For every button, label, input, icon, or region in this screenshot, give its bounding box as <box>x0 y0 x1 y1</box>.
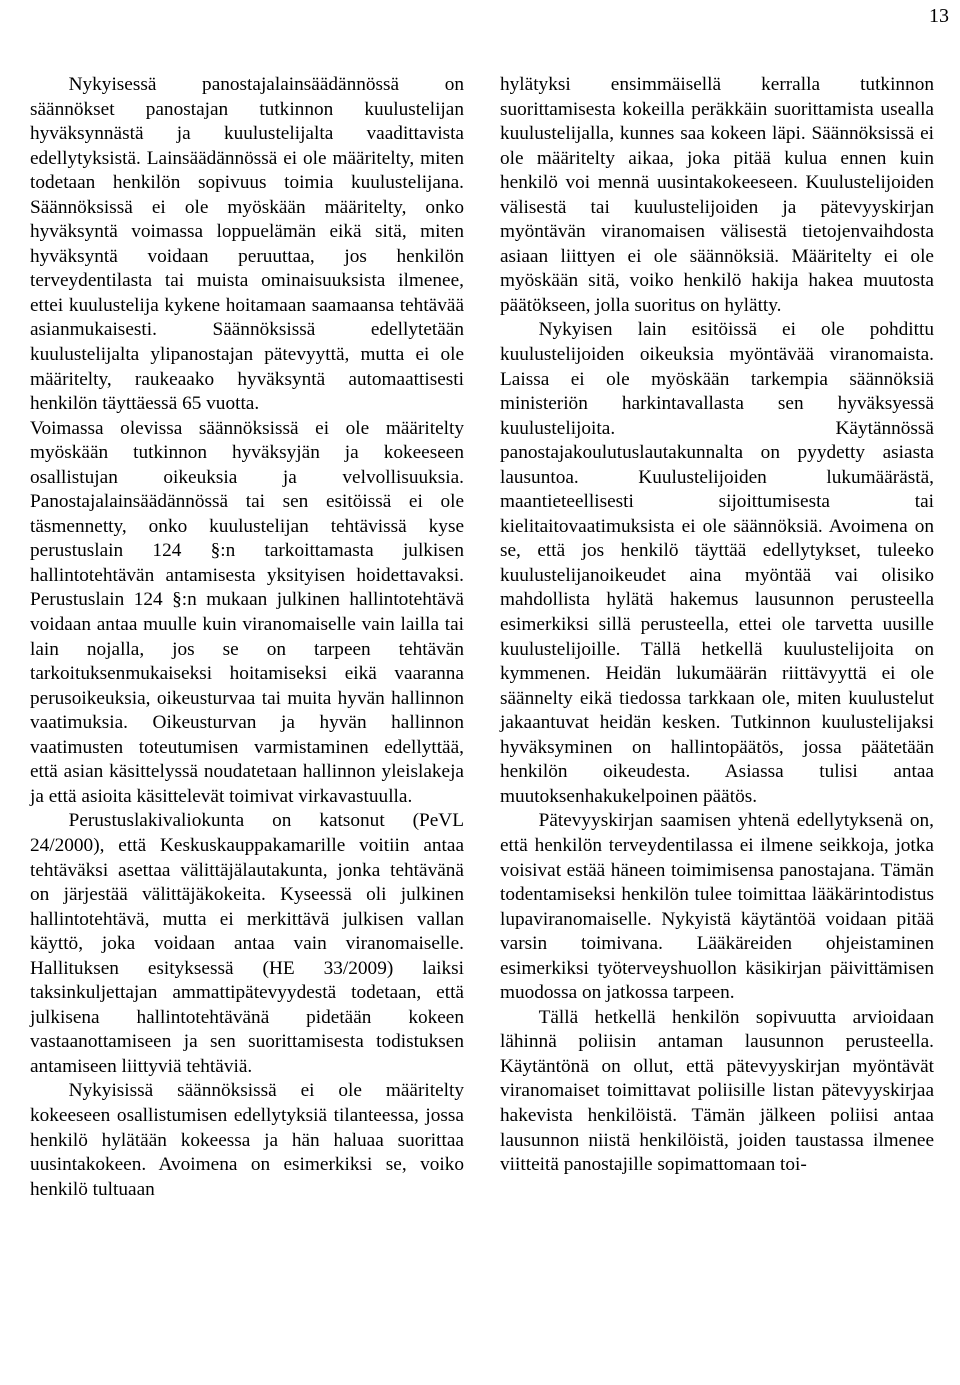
paragraph: Voimassa olevissa säännöksissä ei ole määritelty myöskään tutkinnon hyväksyjän ja kokeeseen osallistujan oikeuksia ja velvollisuuksia. Panostajalainsäädännössä tai sen esitöissä ei ole täsmennetty, onko kuulustelijan tehtävissä kyse perustuslain 124 §:n tarkoittamasta julkisen hallintotehtävän antamisesta yksityisen hoidettavaksi. Perustuslain 124 §:n mukaan julkinen hallintotehtävä voidaan antaa muulle kuin viranomaiselle vain lailla tai lain nojalla, jos se on tarpeen tehtävän tarkoituksenmukaiseksi hoitamiseksi eikä vaaranna perusoikeuksia, oikeusturvaa tai muita hyvän hallinnon vaatimuksia. Oikeusturvan ja hyvän hallinnon vaatimusten toteutumisen varmistaminen edellyttää, että asian käsittelyssä noudatetaan hallinnon yleislakeja ja että asioita käsittelevät toimivat virkavastuulla. <box>30 417 464 807</box>
left-text-column <box>30 73 464 1202</box>
paragraph: Pätevyyskirjan saamisen yhtenä edellytyksenä on, että henkilön terveydentilassa ei ilmene seikkoja, jotka voisivat estää häneen toimimisensa panostajana. Tämän todentamiseksi henkilön tulee toimittaa lääkärintodistus lupaviranomaiselle. Nykyistä käytäntöä voidaan pitää varsin toimivana. Lääkäreiden ohjeistaminen esimerkiksi työterveyshuollon käsikirjan päivittämisen muodossa on jatkossa tarpeen. <box>500 810 934 1004</box>
paragraph: hylätyksi ensimmäisellä kerralla tutkinnon suorittamisesta kokeilla peräkkäin suorittamista usealla kuulustelijalla, kunnes saa kokeen läpi. Säännöksissä ei ole määritelty aikaa, joka pitää kulua ennen kuin henkilö voi mennä uusintakokeeseen. Kuulustelijoiden välisestä tai kuulustelijoiden ja pätevyyskirjan myöntävän viranomaisen välisestä tietojenvaihdosta asiaan liittyen ei ole säännöksiä. Määritelty ei ole myöskään sitä, voiko henkilö hakija hakea muutosta päätökseen, jolla suoritus on hylätty. <box>500 74 934 316</box>
right-text-column <box>500 73 934 1178</box>
page-number: 13 <box>929 5 949 27</box>
paragraph: Tällä hetkellä henkilön sopivuutta arvioidaan lähinnä poliisin antaman lausunnon perusteella. Käytäntönä on ollut, että pätevyyskirjan myöntävät viranomaiset toimittavat poliisille listan pätevyyskirjaa hakevista henkilöistä. Tämän jälkeen poliisi antaa lausunnon niistä henkilöistä, joiden taustassa ilmenee viitteitä panostajille sopimattomaan toi- <box>500 1006 934 1176</box>
paragraph: Nykyisissä säännöksissä ei ole määritelty kokeeseen osallistumisen edellytyksiä tilanteessa, jossa henkilö hylätään kokeessa ja hän haluaa suorittaa uusintakokeen. Avoimena on esimerkiksi se, voiko henkilö tultuaan <box>30 1080 464 1200</box>
paragraph: Nykyisen lain esitöissä ei ole pohdittu kuulustelijoiden oikeuksia myöntävää viranomaista. Laissa ei ole myöskään tarkempia säännöksiä ministeriön harkintavallasta sen hyväksyessä kuulustelijoita. Käytännössä panostajakoulutuslautakunnalta on pyydetty asiasta lausuntoa. Kuulustelijoiden lukumäärästä, maantieteellisesti sijoittumisesta tai kielitaitovaatimuksista ei ole säännöksiä. Avoimena on se, että jos henkilö täyttää edellytykset, tuleeko kuulustelijanoikeudet aina myöntää vai olisiko mahdollista hylätä hakemus lausunnon perusteella esimerkiksi sillä perusteella, ettei ole tarvetta uusille kuulustelijoille. Tällä hetkellä kuulustelijoita on kymmenen. Heidän lukumäärän riittävyyttä ei ole säännelty eikä tiedossa tarkkaan ole, miten kuulustelut jakaantuvat heidän kesken. Tutkinnon kuulustelijaksi hyväksyminen on hallintopäätös, jossa päätetään henkilön oikeudesta. Asiassa tulisi antaa muutoksenhakukelpoinen päätös. <box>500 319 934 807</box>
paragraph: Perustuslakivaliokunta on katsonut (PeVL 24/2000), että Keskuskauppakamarille voitiin antaa tehtäväksi asettaa välittäjälautakunta, jonka tehtävänä on järjestää välittäjäkokeita. Kyseessä oli julkinen hallintotehtävä, mutta ei merkittävä julkisen vallan käyttö, joka voidaan antaa vain viranomaiselle. Hallituksen esityksessä (HE 33/2009) laiksi taksinkuljettajan ammattipätevyydestä todetaan, että julkisena hallintotehtävänä pidetään kokeen vastaanottamiseen ja sen suorittamisesta todistuksen antamiseen liittyviä tehtäviä. <box>30 810 464 1077</box>
paragraph: Nykyisessä panostajalainsäädännössä on säännökset panostajan tutkinnon kuulustelijan hyväksynnästä ja kuulustelijalta vaadittavista edellytyksistä. Lainsäädännössä ei ole määritelty, miten todetaan henkilön sopivuus toimia kuulustelijana. Säännöksissä ei ole myöskään määritelty, onko hyväksyntä voimassa loppuelämän eikä sitä, miten hyväksyntä voidaan peruuttaa, jos henkilön terveydentilasta tai muista ominaisuuksista ilmenee, ettei kuulustelija kykene hoitamaan saamaansa tehtävää asianmukaisesti. Säännöksissä edellytetään kuulustelijalta ylipanostajan pätevyyttä, mutta ei ole määritelty, raukeaako hyväksyntä automaattisesti henkilön täyttäessä 65 vuotta. <box>30 74 464 415</box>
